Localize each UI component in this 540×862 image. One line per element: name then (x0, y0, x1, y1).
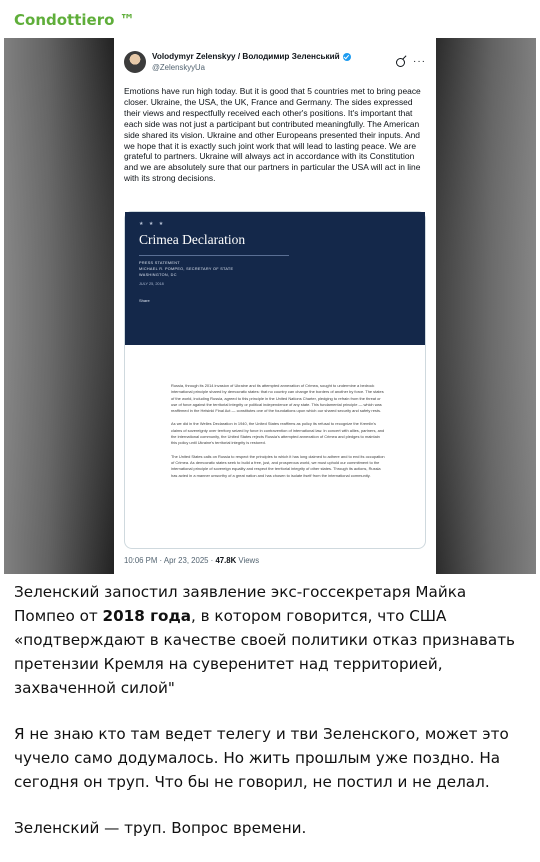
tweet-header-icons (396, 58, 426, 67)
tweet-header (124, 46, 426, 78)
caption-p1-after: , в котором говорится, что США «подтверждают в качестве своей политики отказ признавать претензии Кремля на суверенитет над территорией, захваченной силой" (14, 607, 515, 697)
channel-name[interactable]: Condottiero ™ (14, 11, 135, 29)
image-blur-right (426, 38, 536, 574)
document-rule (139, 255, 289, 256)
attached-document-image (124, 211, 426, 549)
caption-paragraph: Зеленский — труп. Вопрос времени. (14, 819, 307, 837)
tweet-time: 10:06 PM · Apr 23, 2025 · (124, 556, 216, 565)
caption-year: 2018 года (102, 607, 191, 625)
post-caption (14, 580, 528, 862)
tweet-author (152, 51, 351, 73)
document-place: WASHINGTON, DC (139, 273, 177, 277)
author-name: Volodymyr Zelenskyy / Володимир Зеленський (152, 52, 340, 61)
tweet-text: Emotions have run high today. But it is good that 5 countries met to bring peace closer. Ukraine, the USA, the UK, France and Germany. The sides expressed their views and respectfully received each other's positions. It's important that each side was not just a participant but contributed meaningfully. The American side shared its vision. Ukraine and other Europeans presented their inputs. And we hope that it is exactly such joint work that will lead to lasting peace. We are grateful to partners. Ukraine will always act in accordance with its Constitution and we are absolutely sure that our partners in particular the USA will act in line with its strong decisions. (124, 86, 421, 184)
grok-icon (396, 58, 405, 67)
more-icon: ··· (413, 56, 426, 67)
post-image[interactable] (4, 38, 536, 574)
tweet-views-count: 47.8K (215, 556, 237, 565)
tweet-views-label: Views (236, 556, 260, 565)
document-title: Crimea Declaration (139, 232, 246, 247)
avatar (124, 51, 146, 73)
author-handle: @ZelenskyyUa (152, 63, 205, 72)
document-share: Share (139, 298, 150, 303)
document-header (125, 212, 425, 345)
verified-badge-icon (343, 53, 351, 61)
author-name-row (152, 51, 351, 62)
caption-paragraph (14, 580, 528, 700)
document-body (125, 345, 425, 479)
document-author: MICHAEL R. POMPEO, SECRETARY OF STATE (139, 267, 234, 271)
document-kind: PRESS STATEMENT (139, 261, 180, 265)
caption-p1-before: Зеленский запостил заявление экс-госсекретаря Майка Помпео от (14, 583, 467, 625)
caption-paragraph: Я не знаю кто там ведет телегу и тви Зеленского, может это чучело само додумалось. Но жить прошлым уже поздно. На сегодня он труп. Что бы не говорил, не постил и не делал. (14, 725, 509, 791)
document-date: JULY 25, 2018 (139, 282, 164, 286)
document-paragraph: Russia, through its 2014 invasion of Ukraine and its attempted annexation of Crimea, sought to undermine a bedrock international principle shared by democratic states: that no country can change the borders of another by force. The states of the world, including Russia, agreed to this principle in the United Nations Charter, pledging to refrain from the threat or use of force against the territorial integrity or political independence of any state. This fundamental principle — which was reaffirmed in the Helsinki Final Act — constitutes one of the foundations upon which our shared security and safety rests. (171, 383, 384, 414)
document-meta (139, 260, 411, 278)
document-paragraph: The United States calls on Russia to respect the principles to which it has long claimed to adhere and to end its occupation of Crimea. As democratic states seek to build a free, just, and prosperous world, we must uphold our commitment to the international principle of sovereign equality and respect the territorial integrity of other states. Through its actions, Russia has acted in a manner unworthy of a great nation and has chosen to isolate itself from the international community. (171, 453, 385, 478)
tweet-screenshot (114, 38, 436, 574)
tweet-meta (124, 556, 259, 565)
image-blur-left (4, 38, 114, 574)
document-stars: ★ ★ ★ (139, 221, 166, 227)
document-paragraph: As we did in the Welles Declaration in 1940, the United States reaffirms as policy its refusal to recognize the Kremlin's claims of sovereignty over territory seized by force in contravention of international law. In concert with allies, partners, and the international community, the United States rejects Russia's attempted annexation of Crimea and pledges to maintain this policy until Ukraine's territorial integrity is restored. (171, 421, 385, 446)
